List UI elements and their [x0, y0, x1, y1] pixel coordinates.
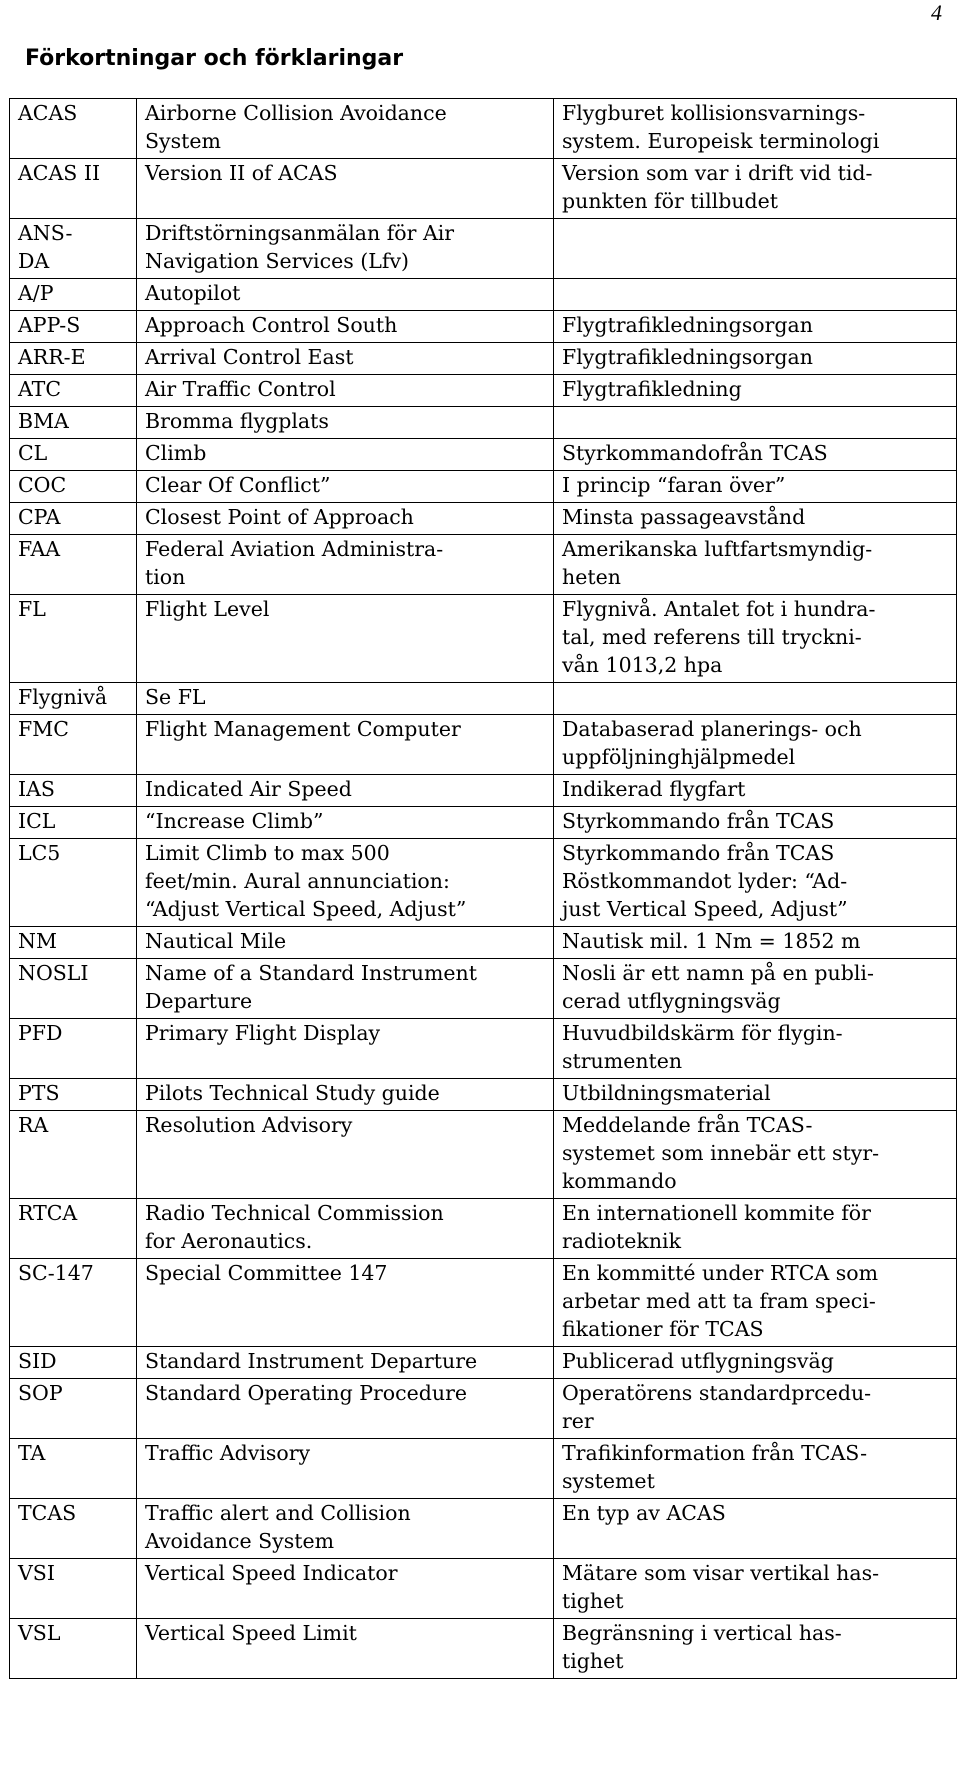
abbreviation-cell: ACAS — [10, 99, 137, 159]
swedish-explanation-cell: Minsta passageavstånd — [554, 503, 957, 535]
abbreviation-table-body — [10, 99, 957, 1679]
english-meaning-cell: Special Committee 147 — [137, 1259, 554, 1347]
table-row — [10, 1559, 957, 1619]
english-meaning-cell: Traffic alert and Collision Avoidance System — [137, 1499, 554, 1559]
table-row — [10, 375, 957, 407]
swedish-explanation-cell: Begränsning i vertical has- tighet — [554, 1619, 957, 1679]
abbreviation-cell: VSI — [10, 1559, 137, 1619]
table-row — [10, 715, 957, 775]
english-meaning-cell: Flight Level — [137, 595, 554, 683]
swedish-explanation-cell: Nautisk mil. 1 Nm = 1852 m — [554, 927, 957, 959]
table-row — [10, 1079, 957, 1111]
swedish-explanation-cell: Operatörens standardprcedu- rer — [554, 1379, 957, 1439]
abbreviation-cell: ANS- DA — [10, 219, 137, 279]
abbreviation-cell: SC-147 — [10, 1259, 137, 1347]
abbreviation-cell: IAS — [10, 775, 137, 807]
english-meaning-cell: Driftstörningsanmälan för Air Navigation Services (Lfv) — [137, 219, 554, 279]
english-meaning-cell: Name of a Standard Instrument Departure — [137, 959, 554, 1019]
table-row — [10, 1347, 957, 1379]
table-row — [10, 1499, 957, 1559]
swedish-explanation-cell — [554, 407, 957, 439]
swedish-explanation-cell: Amerikanska luftfartsmyndig- heten — [554, 535, 957, 595]
table-row — [10, 927, 957, 959]
table-row — [10, 159, 957, 219]
swedish-explanation-cell: Styrkommando från TCAS — [554, 807, 957, 839]
table-row — [10, 1379, 957, 1439]
english-meaning-cell: Se FL — [137, 683, 554, 715]
table-row — [10, 503, 957, 535]
english-meaning-cell: Federal Aviation Administra- tion — [137, 535, 554, 595]
abbreviation-cell: PTS — [10, 1079, 137, 1111]
abbreviation-cell: A/P — [10, 279, 137, 311]
table-row — [10, 775, 957, 807]
abbreviation-cell: ICL — [10, 807, 137, 839]
abbreviation-cell: CL — [10, 439, 137, 471]
english-meaning-cell: Vertical Speed Limit — [137, 1619, 554, 1679]
english-meaning-cell: Vertical Speed Indicator — [137, 1559, 554, 1619]
swedish-explanation-cell: Flygnivå. Antalet fot i hundra- tal, med referens till tryckni- vån 1013,2 hpa — [554, 595, 957, 683]
swedish-explanation-cell: Indikerad flygfart — [554, 775, 957, 807]
swedish-explanation-cell: I princip “faran över” — [554, 471, 957, 503]
abbreviation-cell: NOSLI — [10, 959, 137, 1019]
table-row — [10, 1619, 957, 1679]
abbreviation-cell: ARR-E — [10, 343, 137, 375]
english-meaning-cell: Traffic Advisory — [137, 1439, 554, 1499]
swedish-explanation-cell: Nosli är ett namn på en publi- cerad utflygningsväg — [554, 959, 957, 1019]
swedish-explanation-cell: En typ av ACAS — [554, 1499, 957, 1559]
swedish-explanation-cell: Version som var i drift vid tid- punkten för tillbudet — [554, 159, 957, 219]
swedish-explanation-cell: Utbildningsmaterial — [554, 1079, 957, 1111]
abbreviation-table — [9, 98, 957, 1679]
table-row — [10, 1439, 957, 1499]
english-meaning-cell: Clear Of Conflict” — [137, 471, 554, 503]
swedish-explanation-cell — [554, 219, 957, 279]
table-row — [10, 279, 957, 311]
table-row — [10, 1199, 957, 1259]
swedish-explanation-cell: Mätare som visar vertikal has- tighet — [554, 1559, 957, 1619]
abbreviation-cell: APP-S — [10, 311, 137, 343]
table-row — [10, 99, 957, 159]
english-meaning-cell: Standard Instrument Departure — [137, 1347, 554, 1379]
table-row — [10, 219, 957, 279]
table-row — [10, 595, 957, 683]
swedish-explanation-cell: Flygtrafikledning — [554, 375, 957, 407]
swedish-explanation-cell: Publicerad utflygningsväg — [554, 1347, 957, 1379]
table-row — [10, 439, 957, 471]
table-row — [10, 807, 957, 839]
english-meaning-cell: Closest Point of Approach — [137, 503, 554, 535]
english-meaning-cell: Air Traffic Control — [137, 375, 554, 407]
english-meaning-cell: Flight Management Computer — [137, 715, 554, 775]
table-row — [10, 839, 957, 927]
swedish-explanation-cell: Flygburet kollisionsvarnings- system. Europeisk terminologi — [554, 99, 957, 159]
abbreviation-cell: TA — [10, 1439, 137, 1499]
abbreviation-cell: VSL — [10, 1619, 137, 1679]
english-meaning-cell: Airborne Collision Avoidance System — [137, 99, 554, 159]
abbreviation-cell: BMA — [10, 407, 137, 439]
table-row — [10, 311, 957, 343]
abbreviation-cell: ATC — [10, 375, 137, 407]
english-meaning-cell: Approach Control South — [137, 311, 554, 343]
english-meaning-cell: Version II of ACAS — [137, 159, 554, 219]
abbreviation-cell: COC — [10, 471, 137, 503]
swedish-explanation-cell: Styrkommando från TCAS Röstkommandot lyder: “Ad- just Vertical Speed, Adjust” — [554, 839, 957, 927]
abbreviation-cell: NM — [10, 927, 137, 959]
english-meaning-cell: Standard Operating Procedure — [137, 1379, 554, 1439]
table-row — [10, 683, 957, 715]
swedish-explanation-cell — [554, 683, 957, 715]
english-meaning-cell: Resolution Advisory — [137, 1111, 554, 1199]
swedish-explanation-cell: Trafikinformation från TCAS- systemet — [554, 1439, 957, 1499]
abbreviation-cell: RA — [10, 1111, 137, 1199]
table-row — [10, 1019, 957, 1079]
english-meaning-cell: Climb — [137, 439, 554, 471]
english-meaning-cell: Pilots Technical Study guide — [137, 1079, 554, 1111]
swedish-explanation-cell: Databaserad planerings- och uppföljninghjälpmedel — [554, 715, 957, 775]
table-row — [10, 471, 957, 503]
abbreviation-cell: CPA — [10, 503, 137, 535]
english-meaning-cell: Arrival Control East — [137, 343, 554, 375]
abbreviation-cell: FMC — [10, 715, 137, 775]
table-row — [10, 535, 957, 595]
abbreviation-cell: SOP — [10, 1379, 137, 1439]
abbreviation-cell: TCAS — [10, 1499, 137, 1559]
english-meaning-cell: Autopilot — [137, 279, 554, 311]
english-meaning-cell: “Increase Climb” — [137, 807, 554, 839]
swedish-explanation-cell: En internationell kommite för radioteknik — [554, 1199, 957, 1259]
swedish-explanation-cell: Flygtrafikledningsorgan — [554, 311, 957, 343]
english-meaning-cell: Limit Climb to max 500 feet/min. Aural annunciation: “Adjust Vertical Speed, Adjust” — [137, 839, 554, 927]
swedish-explanation-cell: Flygtrafikledningsorgan — [554, 343, 957, 375]
abbreviation-cell: RTCA — [10, 1199, 137, 1259]
table-row — [10, 1111, 957, 1199]
table-row — [10, 407, 957, 439]
english-meaning-cell: Nautical Mile — [137, 927, 554, 959]
swedish-explanation-cell — [554, 279, 957, 311]
abbreviation-cell: Flygnivå — [10, 683, 137, 715]
abbreviation-cell: SID — [10, 1347, 137, 1379]
english-meaning-cell: Radio Technical Commission for Aeronautics. — [137, 1199, 554, 1259]
abbreviation-cell: PFD — [10, 1019, 137, 1079]
abbreviation-cell: FAA — [10, 535, 137, 595]
page-number: 4 — [931, 0, 942, 25]
table-row — [10, 1259, 957, 1347]
abbreviation-cell: ACAS II — [10, 159, 137, 219]
table-row — [10, 343, 957, 375]
swedish-explanation-cell: Meddelande från TCAS- systemet som innebär ett styr- kommando — [554, 1111, 957, 1199]
abbreviation-cell: LC5 — [10, 839, 137, 927]
english-meaning-cell: Primary Flight Display — [137, 1019, 554, 1079]
page-title: Förkortningar och förklaringar — [25, 46, 404, 71]
swedish-explanation-cell: En kommitté under RTCA som arbetar med att ta fram speci- fikationer för TCAS — [554, 1259, 957, 1347]
abbreviation-cell: FL — [10, 595, 137, 683]
swedish-explanation-cell: Huvudbildskärm för flygin- strumenten — [554, 1019, 957, 1079]
swedish-explanation-cell: Styrkommandofrån TCAS — [554, 439, 957, 471]
english-meaning-cell: Indicated Air Speed — [137, 775, 554, 807]
english-meaning-cell: Bromma flygplats — [137, 407, 554, 439]
table-row — [10, 959, 957, 1019]
